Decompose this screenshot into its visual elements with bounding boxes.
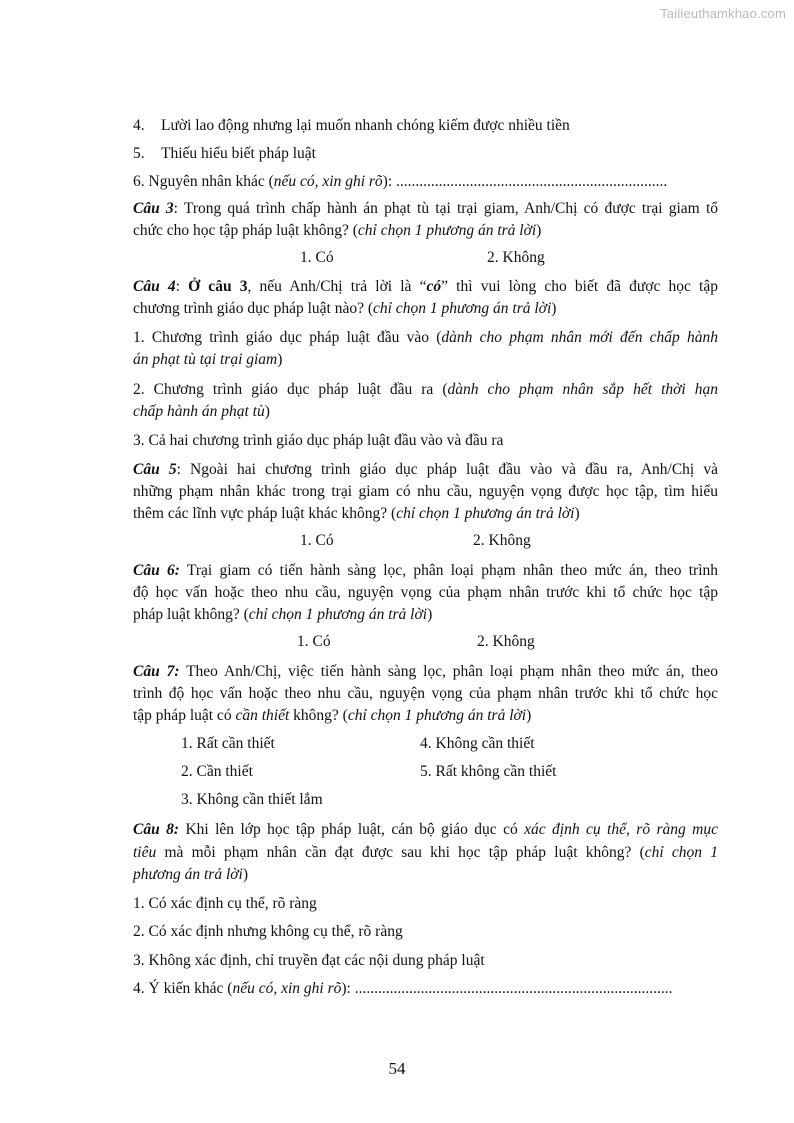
question-5-line: những phạm nhân khác trong trại giam có nhu cầu, nguyện vọng được học tập, tìm hiểu [133, 483, 718, 500]
q8-option-2[interactable]: 2. Có xác định nhưng không cụ thể, rõ ràng [133, 923, 403, 940]
question-7-line: tập pháp luật có cần thiết không? (chỉ chọn 1 phương án trả lời) [133, 707, 532, 724]
q8-option-1[interactable]: 1. Có xác định cụ thể, rõ ràng [133, 895, 317, 912]
q4-option-1-cont: án phạt tù tại trại giam) [133, 351, 283, 368]
question-6-line: độ học vấn hoặc theo nhu cầu, nguyện vọng của phạm nhân trước khi tổ chức học tập [133, 584, 718, 601]
q7-option-3[interactable]: 3. Không cần thiết lắm [181, 791, 323, 808]
q3-option-yes[interactable]: 1. Có [300, 249, 334, 266]
question-6: Câu 6: Trại giam có tiến hành sàng lọc, phân loại phạm nhân theo mức án, theo trình [133, 562, 718, 579]
question-5-line: thêm các lĩnh vực pháp luật khác không? (chỉ chọn 1 phương án trả lời) [133, 505, 580, 522]
q7-option-2[interactable]: 2. Cần thiết [181, 763, 253, 780]
question-4: Câu 4: Ở câu 3, nếu Anh/Chị trả lời là “có” thì vui lòng cho biết đã được học tập [133, 278, 718, 295]
q8-option-3[interactable]: 3. Không xác định, chỉ truyền đạt các nội dung pháp luật [133, 952, 485, 969]
page-number: 54 [388, 1059, 406, 1078]
q5-option-no[interactable]: 2. Không [473, 532, 531, 549]
q7-option-4[interactable]: 4. Không cần thiết [420, 735, 535, 752]
question-8: Câu 8: Khi lên lớp học tập pháp luật, cán bộ giáo dục có xác định cụ thể, rõ ràng mục [133, 821, 718, 838]
q3-option-no[interactable]: 2. Không [487, 249, 545, 266]
question-7: Câu 7: Theo Anh/Chị, việc tiến hành sàng lọc, phân loại phạm nhân theo mức án, theo [133, 663, 719, 680]
other-cause: 6. Nguyên nhân khác (nếu có, xin ghi rõ): ...................................................................... [133, 173, 668, 190]
q4-option-2[interactable]: 2. Chương trình giáo dục pháp luật đầu ra (dành cho phạm nhân sắp hết thời hạn [133, 381, 718, 398]
q7-option-1[interactable]: 1. Rất cần thiết [181, 735, 275, 752]
q5-option-yes[interactable]: 1. Có [300, 532, 334, 549]
question-6-line: pháp luật không? (chỉ chọn 1 phương án trả lời) [133, 606, 433, 623]
q4-option-3[interactable]: 3. Cả hai chương trình giáo dục pháp luật đầu vào và đầu ra [133, 432, 504, 449]
question-3: Câu 3: Trong quá trình chấp hành án phạt tù tại trại giam, Anh/Chị có được trại giam tổ [133, 200, 718, 217]
q8-other: 4. Ý kiến khác (nếu có, xin ghi rõ): .................................................................................. [133, 980, 673, 997]
q7-option-5[interactable]: 5. Rất không cần thiết [420, 763, 557, 780]
list-item: 4. Lười lao động nhưng lại muốn nhanh chóng kiếm được nhiều tiền [133, 117, 570, 134]
q4-option-2-cont: chấp hành án phạt tù) [133, 403, 270, 420]
question-7-line: trình độ học vấn hoặc theo nhu cầu, nguyện vọng của phạm nhân trước khi tổ chức học [133, 685, 718, 702]
list-item: 5. Thiếu hiểu biết pháp luật [133, 145, 316, 162]
question-4-line: chương trình giáo dục pháp luật nào? (chỉ chọn 1 phương án trả lời) [133, 300, 557, 317]
q4-option-1[interactable]: 1. Chương trình giáo dục pháp luật đầu vào (dành cho phạm nhân mới đến chấp hành [133, 329, 718, 346]
question-5: Câu 5: Ngoài hai chương trình giáo dục pháp luật đầu vào và đầu ra, Anh/Chị và [133, 461, 718, 478]
question-8-line: tiêu mà mỗi phạm nhân cần đạt được sau khi học tập pháp luật không? (chỉ chọn 1 [133, 844, 718, 861]
watermark: Tailieuthamkhao.com [660, 6, 786, 21]
q6-option-yes[interactable]: 1. Có [297, 633, 331, 650]
question-3-line: chức cho học tập pháp luật không? (chỉ chọn 1 phương án trả lời) [133, 222, 542, 239]
question-8-line: phương án trả lời) [133, 866, 248, 883]
q6-option-no[interactable]: 2. Không [477, 633, 535, 650]
